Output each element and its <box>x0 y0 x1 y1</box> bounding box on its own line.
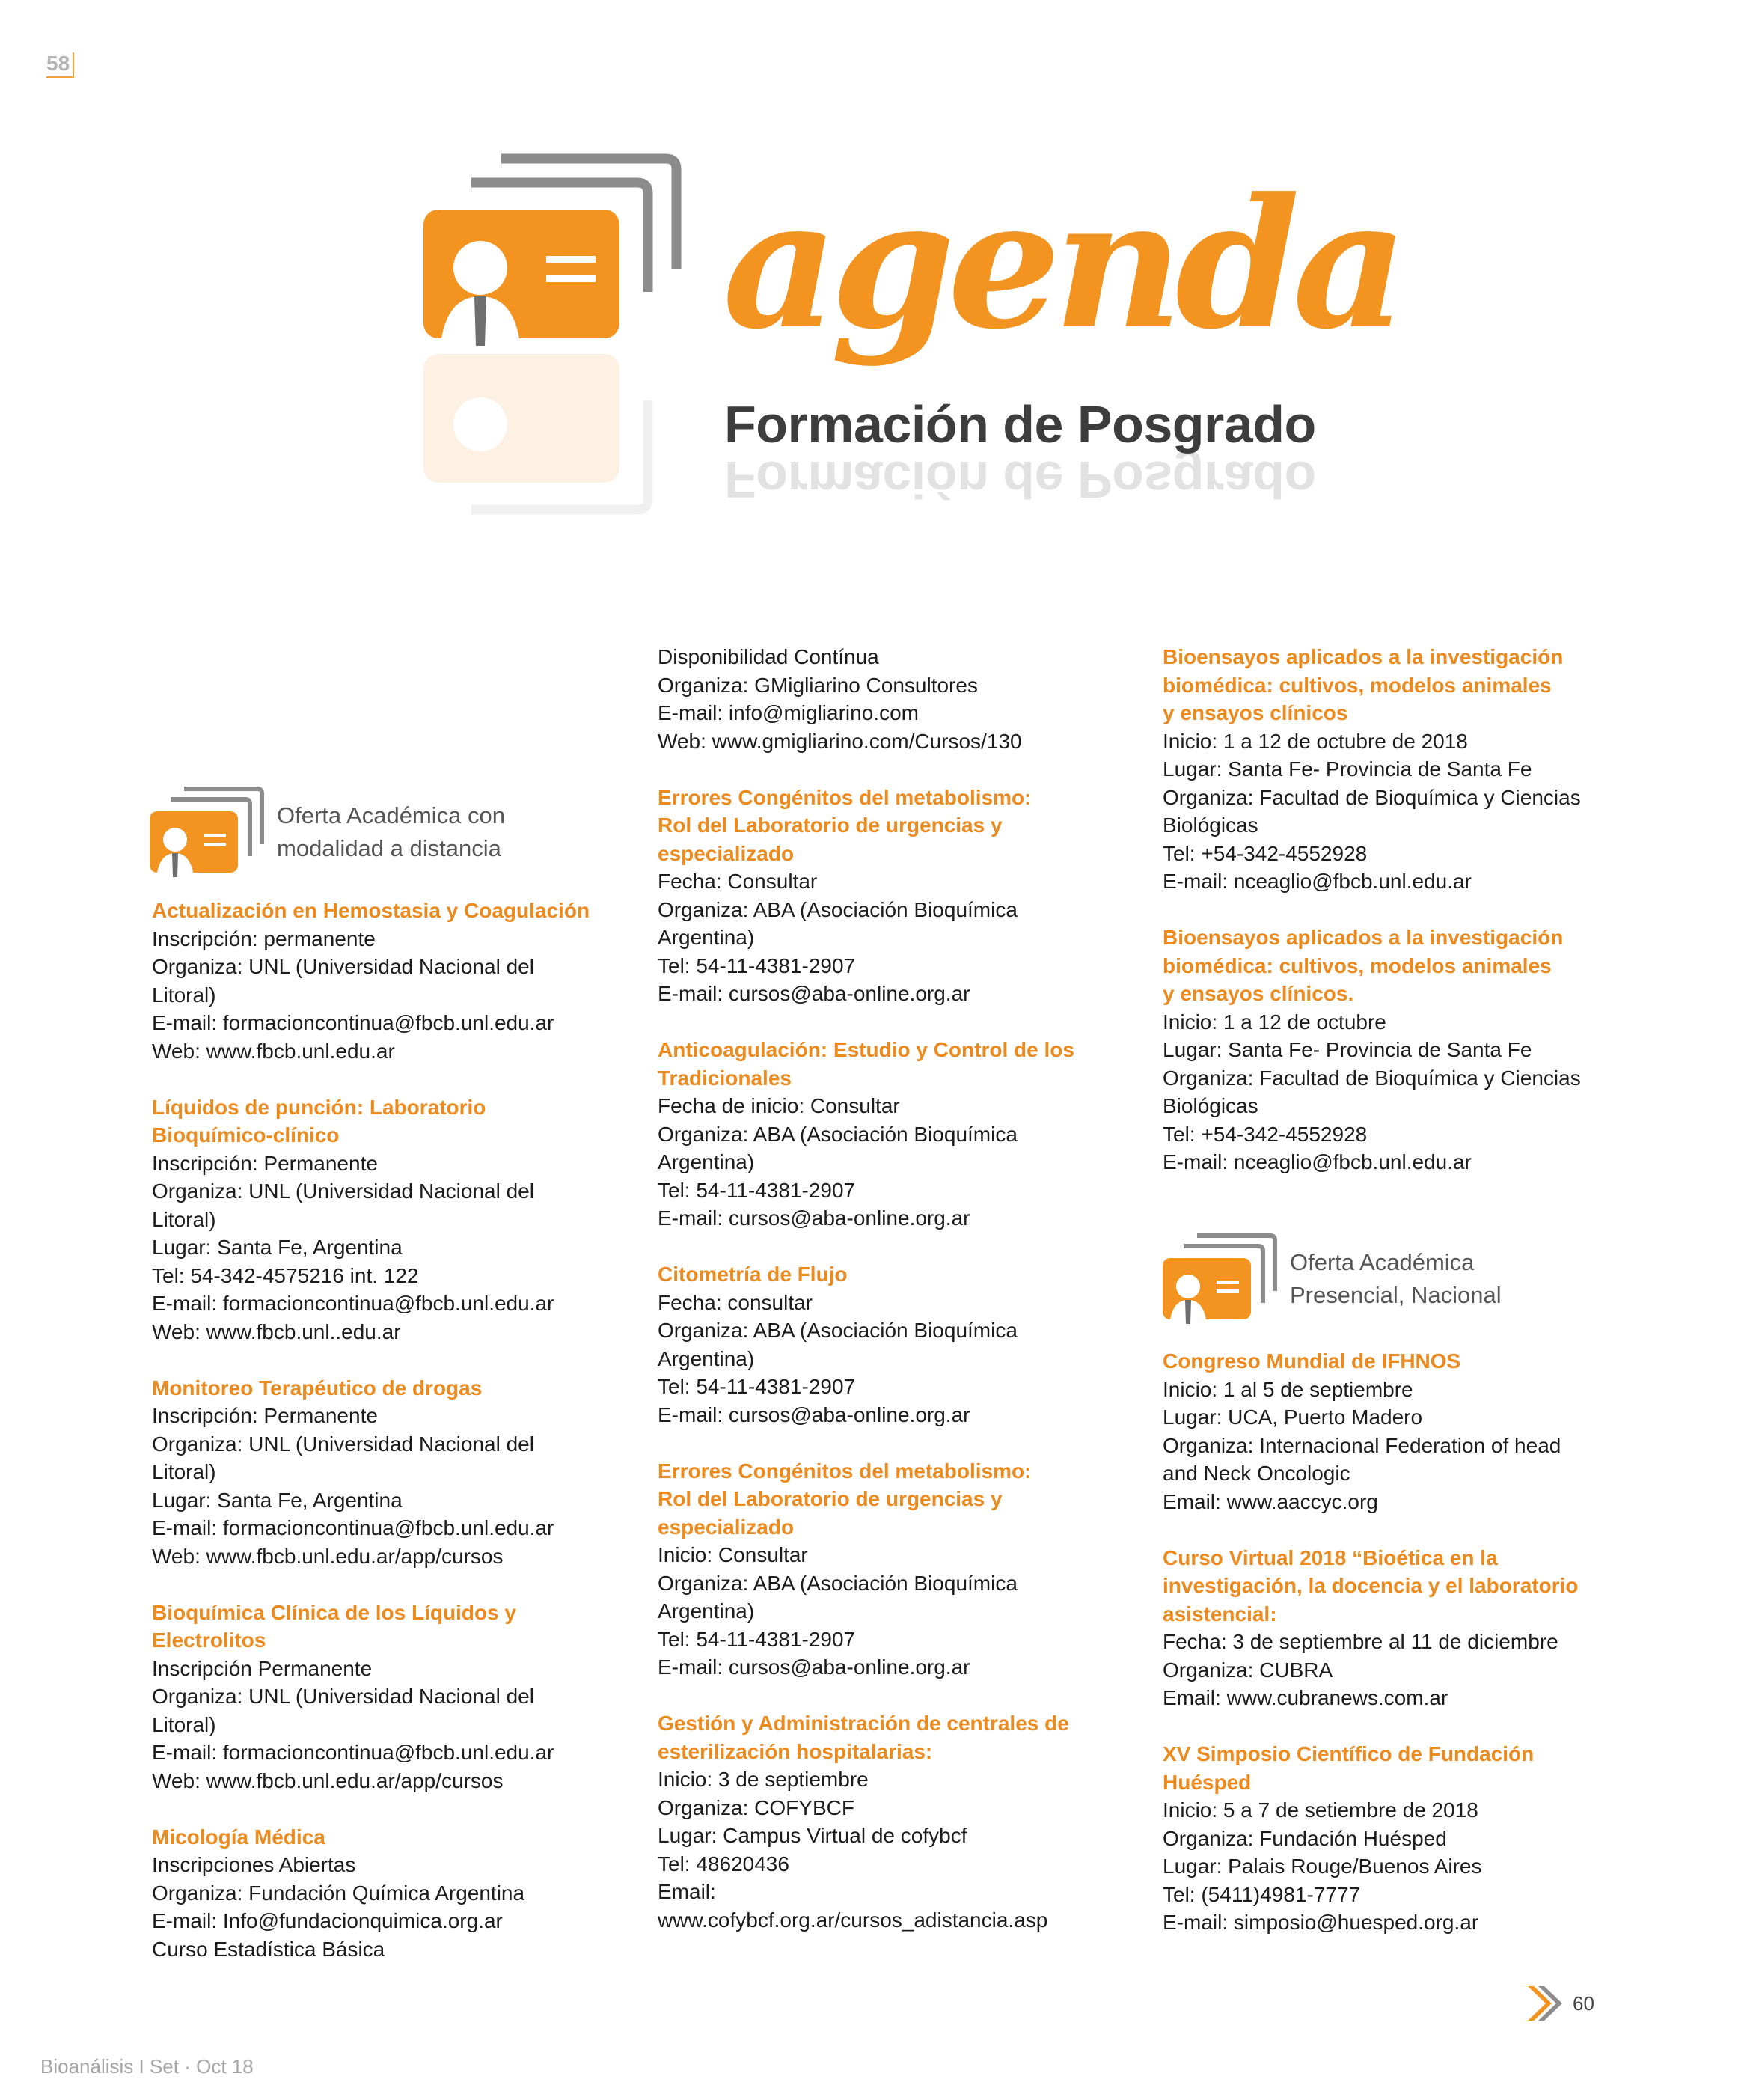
entry-detail: Litoral) <box>152 1712 216 1736</box>
entry-title: y ensayos clínicos. <box>1163 982 1354 1005</box>
entry-detail: E-mail: info@migliarino.com <box>658 701 919 724</box>
entry-detail: E-mail: simposio@huesped.org.ar <box>1163 1911 1479 1934</box>
footer-publication: Bioanálisis I Set · Oct 18 <box>40 2055 254 2078</box>
entry-detail: Inicio: 1 al 5 de septiembre <box>1163 1377 1413 1401</box>
entry-title: especializado <box>658 1515 795 1539</box>
entry-detail: Web: www.gmigliarino.com/Cursos/130 <box>658 729 1022 753</box>
agenda-entry <box>152 897 590 1065</box>
entry-detail: Organiza: ABA (Asociación Bioquímica <box>658 1122 1018 1146</box>
entry-detail: E-mail: cursos@aba-online.org.ar <box>658 1206 970 1230</box>
entry-detail: E-mail: Info@fundacionquimica.org.ar <box>152 1909 503 1932</box>
entry-detail: E-mail: formacioncontinua@fbcb.unl.edu.ar <box>152 1011 554 1034</box>
entry-title: Micología Médica <box>152 1825 325 1849</box>
entry-detail: Tel: (5411)4981-7777 <box>1163 1882 1361 1906</box>
agenda-entry <box>1163 924 1581 1176</box>
agenda-entry <box>658 1709 1074 1934</box>
agenda-card-icon-small <box>1160 1231 1279 1325</box>
page-subtitle: Formación de Posgrado <box>724 395 1316 454</box>
agenda-entry <box>1163 1740 1579 1937</box>
entry-title: Curso Virtual 2018 “Bioética en la <box>1163 1545 1498 1569</box>
entry-detail: Organiza: UNL (Universidad Nacional del <box>152 1179 534 1203</box>
entry-title: Errores Congénitos del metabolismo: <box>658 1459 1032 1483</box>
entry-title: especializado <box>658 841 795 865</box>
entry-title: asistencial: <box>1163 1602 1277 1626</box>
entry-detail: Litoral) <box>152 983 216 1007</box>
entry-title: Bioensayos aplicados a la investigación <box>1163 926 1564 949</box>
entry-detail: Organiza: Facultad de Bioquímica y Ciencias <box>1163 785 1581 809</box>
entry-detail: Lugar: Palais Rouge/Buenos Aires <box>1163 1855 1482 1878</box>
entry-detail: Biológicas <box>1163 1094 1258 1117</box>
entry-detail: Organiza: Internacional Federation of head <box>1163 1433 1561 1457</box>
section-presential-line2: Presencial, Nacional <box>1290 1282 1502 1308</box>
entry-title: Líquidos de punción: Laboratorio <box>152 1095 486 1119</box>
entry-detail: Organiza: ABA (Asociación Bioquímica <box>658 897 1018 921</box>
entry-detail: Fecha de inicio: Consultar <box>658 1094 900 1117</box>
entry-detail: Biológicas <box>1163 814 1258 837</box>
section-header-presential <box>1160 1231 1502 1325</box>
entry-detail: Organiza: Fundación Huésped <box>1163 1826 1447 1850</box>
entry-detail: E-mail: cursos@aba-online.org.ar <box>658 982 970 1005</box>
entry-detail: Web: www.fbcb.unl..edu.ar <box>152 1319 401 1343</box>
entry-detail: Disponibilidad Contínua <box>658 645 879 668</box>
entry-detail: www.cofybcf.org.ar/cursos_adistancia.asp <box>658 1908 1048 1932</box>
entry-detail: Litoral) <box>152 1460 216 1483</box>
entry-detail: Organiza: UNL (Universidad Nacional del <box>152 1432 534 1456</box>
entry-detail: Argentina) <box>658 926 755 949</box>
entry-detail: Curso Estadística Básica <box>152 1937 385 1961</box>
entry-detail: Tel: 54-342-4575216 int. 122 <box>152 1263 419 1287</box>
agenda-entry <box>658 1260 1074 1429</box>
entry-detail: E-mail: nceaglio@fbcb.unl.edu.ar <box>1163 870 1472 893</box>
entry-title: Errores Congénitos del metabolismo: <box>658 785 1032 809</box>
entry-detail: Organiza: COFYBCF <box>658 1795 854 1819</box>
section-distance-line2: modalidad a distancia <box>277 835 501 861</box>
entry-detail: E-mail: formacioncontinua@fbcb.unl.edu.ar <box>152 1516 554 1539</box>
entry-detail: Organiza: ABA (Asociación Bioquímica <box>658 1571 1018 1595</box>
agenda-entry <box>152 1374 590 1571</box>
entry-title: Rol del Laboratorio de urgencias y <box>658 814 1003 837</box>
entry-detail: Lugar: Santa Fe- Provincia de Santa Fe <box>1163 757 1532 781</box>
entry-detail: Web: www.fbcb.unl.edu.ar/app/cursos <box>152 1544 504 1568</box>
entry-detail: Lugar: Santa Fe, Argentina <box>152 1236 403 1259</box>
entry-detail: Web: www.fbcb.unl.edu.ar/app/cursos <box>152 1768 504 1792</box>
column-3-top <box>1163 643 1581 1204</box>
agenda-title <box>718 160 1401 389</box>
entry-title: Tradicionales <box>658 1066 792 1090</box>
entry-detail: Tel: +54-342-4552928 <box>1163 841 1368 865</box>
entry-detail: Argentina) <box>658 1346 755 1370</box>
agenda-card-icon <box>419 150 688 344</box>
entry-title: Actualización en Hemostasia y Coagulación <box>152 899 590 922</box>
entry-detail: E-mail: formacioncontinua@fbcb.unl.edu.ar <box>152 1741 554 1764</box>
entry-detail: Tel: 54-11-4381-2907 <box>658 1627 856 1651</box>
entry-title: investigación, la docencia y el laboratorio <box>1163 1574 1579 1597</box>
entry-detail: and Neck Oncologic <box>1163 1462 1350 1485</box>
column-1 <box>152 897 590 1991</box>
agenda-entry <box>1163 1347 1579 1516</box>
entry-detail: Argentina) <box>658 1599 755 1623</box>
entry-detail: E-mail: cursos@aba-online.org.ar <box>658 1655 970 1679</box>
entry-detail: Organiza: CUBRA <box>1163 1658 1333 1682</box>
entry-title: Bioquímico-clínico <box>152 1123 340 1147</box>
entry-detail: Lugar: UCA, Puerto Madero <box>1163 1405 1423 1429</box>
entry-title: Gestión y Administración de centrales de <box>658 1712 1069 1735</box>
entry-detail: Fecha: consultar <box>658 1290 813 1314</box>
entry-detail: E-mail: formacioncontinua@fbcb.unl.edu.ar <box>152 1292 554 1315</box>
entry-detail: Inicio: Consultar <box>658 1543 808 1566</box>
entry-detail: Argentina) <box>658 1150 755 1173</box>
entry-detail: Email: <box>658 1880 716 1903</box>
column-2 <box>658 643 1074 1962</box>
agenda-entry <box>658 1457 1074 1682</box>
agenda-card-icon-reflection <box>419 348 688 528</box>
section-distance-line1: Oferta Académica con <box>277 802 505 828</box>
entry-detail: Lugar: Campus Virtual de cofybcf <box>658 1824 967 1847</box>
agenda-entry <box>658 1036 1074 1233</box>
entry-detail: Web: www.fbcb.unl.edu.ar <box>152 1039 395 1063</box>
entry-title: biomédica: cultivos, modelos animales <box>1163 673 1552 697</box>
section-presential-line1: Oferta Académica <box>1290 1249 1475 1275</box>
entry-title: y ensayos clínicos <box>1163 701 1348 724</box>
entry-title: esterilización hospitalarias: <box>658 1739 933 1763</box>
agenda-entry <box>658 784 1074 1008</box>
entry-detail: Tel: 54-11-4381-2907 <box>658 953 856 977</box>
entry-detail: Inicio: 1 a 12 de octubre de 2018 <box>1163 729 1468 753</box>
entry-title: Anticoagulación: Estudio y Control de los <box>658 1038 1074 1061</box>
entry-title: Electrolitos <box>152 1629 266 1652</box>
entry-detail: Tel: 54-11-4381-2907 <box>658 1178 856 1202</box>
entry-detail: Organiza: Fundación Química Argentina <box>152 1881 525 1905</box>
agenda-entry <box>152 1093 590 1346</box>
entry-detail: Organiza: Facultad de Bioquímica y Ciencias <box>1163 1066 1581 1090</box>
agenda-entry <box>152 1823 590 1964</box>
entry-detail: Inscripción: Permanente <box>152 1404 378 1427</box>
entry-detail: Lugar: Santa Fe- Provincia de Santa Fe <box>1163 1038 1532 1061</box>
entry-title: Monitoreo Terapéutico de drogas <box>152 1376 483 1400</box>
agenda-entry <box>658 643 1074 755</box>
entry-detail: Email: www.cubranews.com.ar <box>1163 1686 1448 1709</box>
entry-detail: Inscripción: Permanente <box>152 1151 378 1175</box>
entry-detail: Tel: 54-11-4381-2907 <box>658 1375 856 1398</box>
entry-title: Bioensayos aplicados a la investigación <box>1163 645 1564 668</box>
entry-detail: Fecha: 3 de septiembre al 11 de diciembre <box>1163 1630 1558 1653</box>
agenda-entry <box>1163 643 1581 896</box>
entry-detail: E-mail: nceaglio@fbcb.unl.edu.ar <box>1163 1150 1472 1173</box>
entry-detail: Inscripción Permanente <box>152 1656 373 1680</box>
column-3-bottom <box>1163 1347 1579 1965</box>
double-chevron-right-icon <box>1526 1985 1564 2022</box>
entry-detail: Lugar: Santa Fe, Argentina <box>152 1488 403 1512</box>
entry-detail: Email: www.aaccyc.org <box>1163 1489 1378 1513</box>
entry-detail: Tel: +54-342-4552928 <box>1163 1122 1368 1146</box>
page-subtitle-reflection: Formación de Posgrado <box>724 451 1316 509</box>
entry-title: Congreso Mundial de IFHNOS <box>1163 1349 1461 1373</box>
entry-title: Huésped <box>1163 1770 1252 1794</box>
entry-detail: Inicio: 5 a 7 de setiembre de 2018 <box>1163 1798 1478 1822</box>
entry-title: Rol del Laboratorio de urgencias y <box>658 1487 1003 1510</box>
entry-title: XV Simposio Científico de Fundación <box>1163 1742 1535 1765</box>
entry-detail: Organiza: ABA (Asociación Bioquímica <box>658 1319 1018 1342</box>
entry-detail: Litoral) <box>152 1207 216 1231</box>
entry-detail: E-mail: cursos@aba-online.org.ar <box>658 1402 970 1426</box>
entry-title: Citometría de Flujo <box>658 1263 848 1286</box>
agenda-entry <box>1163 1544 1579 1712</box>
entry-detail: Inscripción: permanente <box>152 927 376 950</box>
entry-detail: Organiza: UNL (Universidad Nacional del <box>152 1685 534 1708</box>
footer-page-number: 60 <box>1573 1991 1594 2015</box>
agenda-entry <box>152 1599 590 1795</box>
entry-detail: Inicio: 1 a 12 de octubre <box>1163 1010 1386 1034</box>
entry-detail: Organiza: UNL (Universidad Nacional del <box>152 955 534 978</box>
section-header-distance <box>147 784 505 878</box>
agenda-card-icon-small <box>147 784 266 878</box>
footer-page-nav <box>1526 1985 1594 2022</box>
entry-detail: Organiza: GMigliarino Consultores <box>658 673 978 697</box>
page-number-top: 58 <box>46 52 74 78</box>
entry-detail: Tel: 48620436 <box>658 1852 789 1875</box>
entry-title: Bioquímica Clínica de los Líquidos y <box>152 1600 516 1624</box>
entry-detail: Inscripciones Abiertas <box>152 1853 356 1876</box>
entry-detail: Inicio: 3 de septiembre <box>658 1768 869 1791</box>
entry-detail: Fecha: Consultar <box>658 870 818 893</box>
entry-title: biomédica: cultivos, modelos animales <box>1163 953 1552 977</box>
svg-text:agenda: agenda <box>723 160 1401 369</box>
